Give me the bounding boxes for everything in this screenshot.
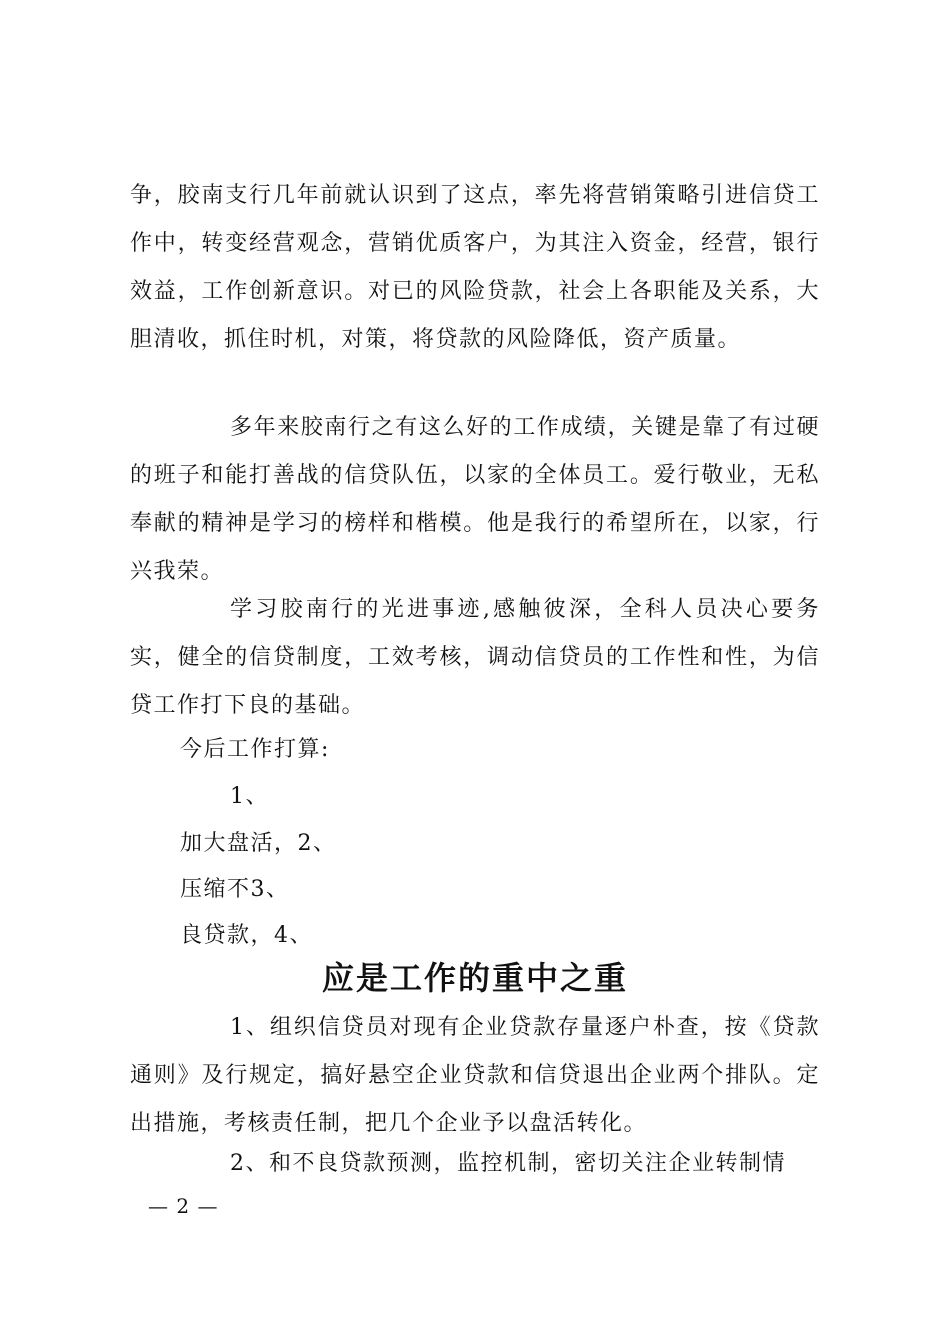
paragraph-4: 1、组织信贷员对现有企业贷款存量逐户朴查，按《贷款通则》及行规定，搞好悬空企业贷款和信贷退出企业两个排队。定出措施，考核责任制，把几个企业予以盘活转化。 bbox=[130, 1015, 820, 1136]
paragraph-3: 学习胶南行的光进事迹,感触彼深，全科人员决心要务实，健全的信贷制度，工效考核，调动信贷员的工作性和性，为信贷工作打下良的基础。 bbox=[130, 597, 820, 718]
list-line-1: 1、 bbox=[230, 784, 269, 809]
plan-label: 今后工作打算: bbox=[180, 737, 330, 762]
paragraph-1: 争，胶南支行几年前就认识到了这点，率先将营销策略引进信贷工作中，转变经营观念，营销优质客户，为其注入资金，经营，银行效益，工作创新意识。对已的风险贷款，社会上各职能及关系，大胆清收，抓住时机，对策，将贷款的风险降低，资产质量。 bbox=[130, 183, 820, 352]
section-heading: 应是工作的重中之重 bbox=[321, 959, 628, 997]
paragraph-2: 多年来胶南行之有这么好的工作成绩，关键是靠了有过硬的班子和能打善战的信贷队伍，以家的全体员工。爱行敬业，无私奉献的精神是学习的榜样和楷模。他是我行的希望所在，以家，行兴我荣。 bbox=[130, 415, 820, 584]
list-line-3: 压缩不3、 bbox=[180, 877, 290, 902]
list-line-4: 良贷款，4、 bbox=[180, 923, 313, 948]
page-number: — 2 — bbox=[148, 1194, 219, 1218]
paragraph-5: 2、和不良贷款预测，监控机制，密切关注企业转制情 bbox=[230, 1151, 786, 1176]
list-line-2: 加大盘活，2、 bbox=[180, 831, 337, 856]
